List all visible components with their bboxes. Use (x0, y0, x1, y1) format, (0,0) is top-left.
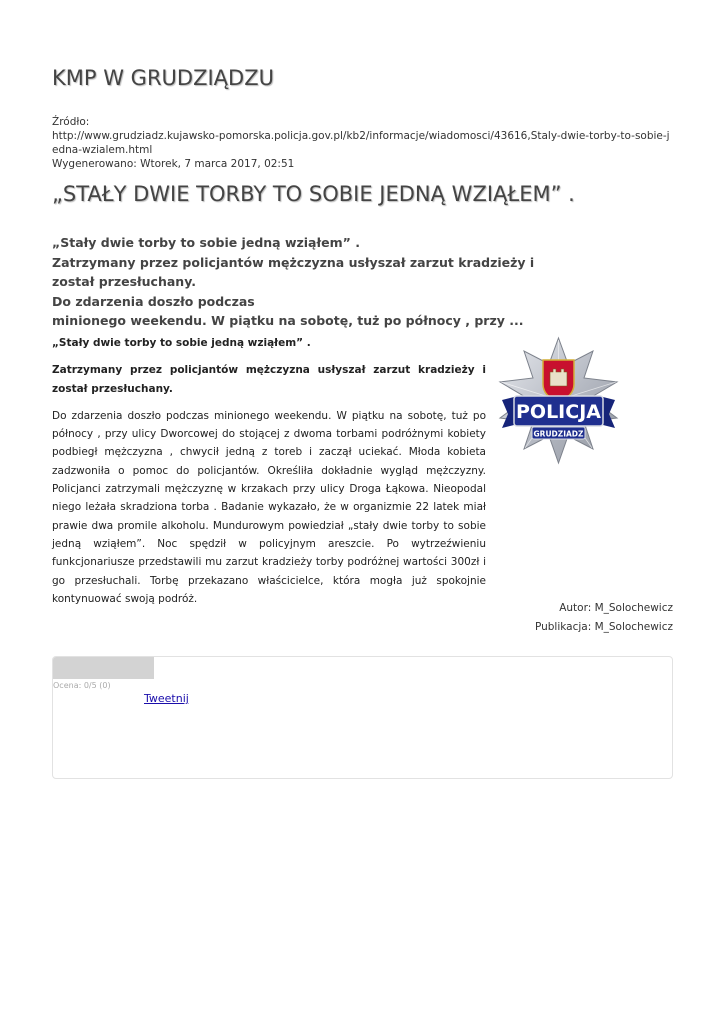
source-label: Źródło: (52, 116, 90, 128)
site-title: KMP W GRUDZIĄDZU (52, 66, 274, 90)
lead-line: „Stały dwie torby to sobie jedną wziąłem” . (52, 235, 360, 250)
article-detained: Zatrzymany przez policjantów mężczyzna usłyszał zarzut kradzieży i został przesłuchany. (52, 364, 486, 395)
generated-date: Wygenerowano: Wtorek, 7 marca 2017, 02:51 (52, 158, 295, 170)
lead-line: został przesłuchany. (52, 274, 196, 289)
rating-stars[interactable] (53, 657, 154, 679)
police-badge-icon (492, 334, 625, 467)
source-url: http://www.grudziadz.kujawsko-pomorska.policja.gov.pl/kb2/informacje/wiadomosci/43616,Staly-dwie-torby-to-sobie-jedna-wzialem.html (52, 130, 670, 156)
police-badge-graphic (492, 334, 625, 467)
tweet-link[interactable]: Tweetnij (144, 692, 189, 705)
lead-line: minionego weekendu. W piątku na sobotę, tuż po północy , przy ... (52, 313, 524, 328)
lead-line: Zatrzymany przez policjantów mężczyzna usłyszał zarzut kradzieży i (52, 254, 535, 270)
article-title: „STAŁY DWIE TORBY TO SOBIE JEDNĄ WZIĄŁEM” . (52, 182, 575, 206)
article-quote: „Stały dwie torby to sobie jedną wziąłem” . (52, 337, 311, 349)
author-block (535, 599, 673, 637)
author: Autor: M_Solochewicz (559, 602, 673, 614)
rating-panel (52, 656, 673, 779)
publication: Publikacja: M_Solochewicz (534, 621, 673, 633)
article-lead (52, 233, 535, 331)
article-paragraph: Do zdarzenia doszło podczas minionego weekendu. W piątku na sobotę, tuż po północy , przy ulicy Dworcowej do stojącej z dwoma torbami podróżnymi kobiety podbiegł mężczyzna , chwycił jedną z toreb i zaczął uciekać. Młoda kobieta zadzwoniła o pomoc do policjantów. Określiła dokładnie wygląd mężczyzny. Policjanci zatrzymali mężczyznę w krzakach przy ulicy Droga Łąkowa. Nieopodal niego leżała skradziona torba . Badanie wykazało, że w organizmie 22 latek miał prawie dwa promile alkoholu. Mundurowym powiedział „stały dwie torby to sobie jedną wziąłem”. Noc spędził w policyjnym areszcie. Po wytrzeźwieniu funkcjonariusze przedstawili mu zarzut kradzieży torby podróżnej wartości 300zł i go przesłuchali. Torbę przekazano właścicielce, która mogła już spokojnie kontynuować swoją podróż. (52, 409, 486, 605)
article-body (52, 334, 486, 608)
badge-city: GRUDZIADZ (533, 429, 584, 439)
rating-label: Ocena: 0/5 (0) (53, 681, 111, 690)
badge-word: POLICJA (516, 401, 601, 423)
source-block (52, 115, 674, 171)
lead-line: Do zdarzenia doszło podczas (52, 293, 255, 309)
